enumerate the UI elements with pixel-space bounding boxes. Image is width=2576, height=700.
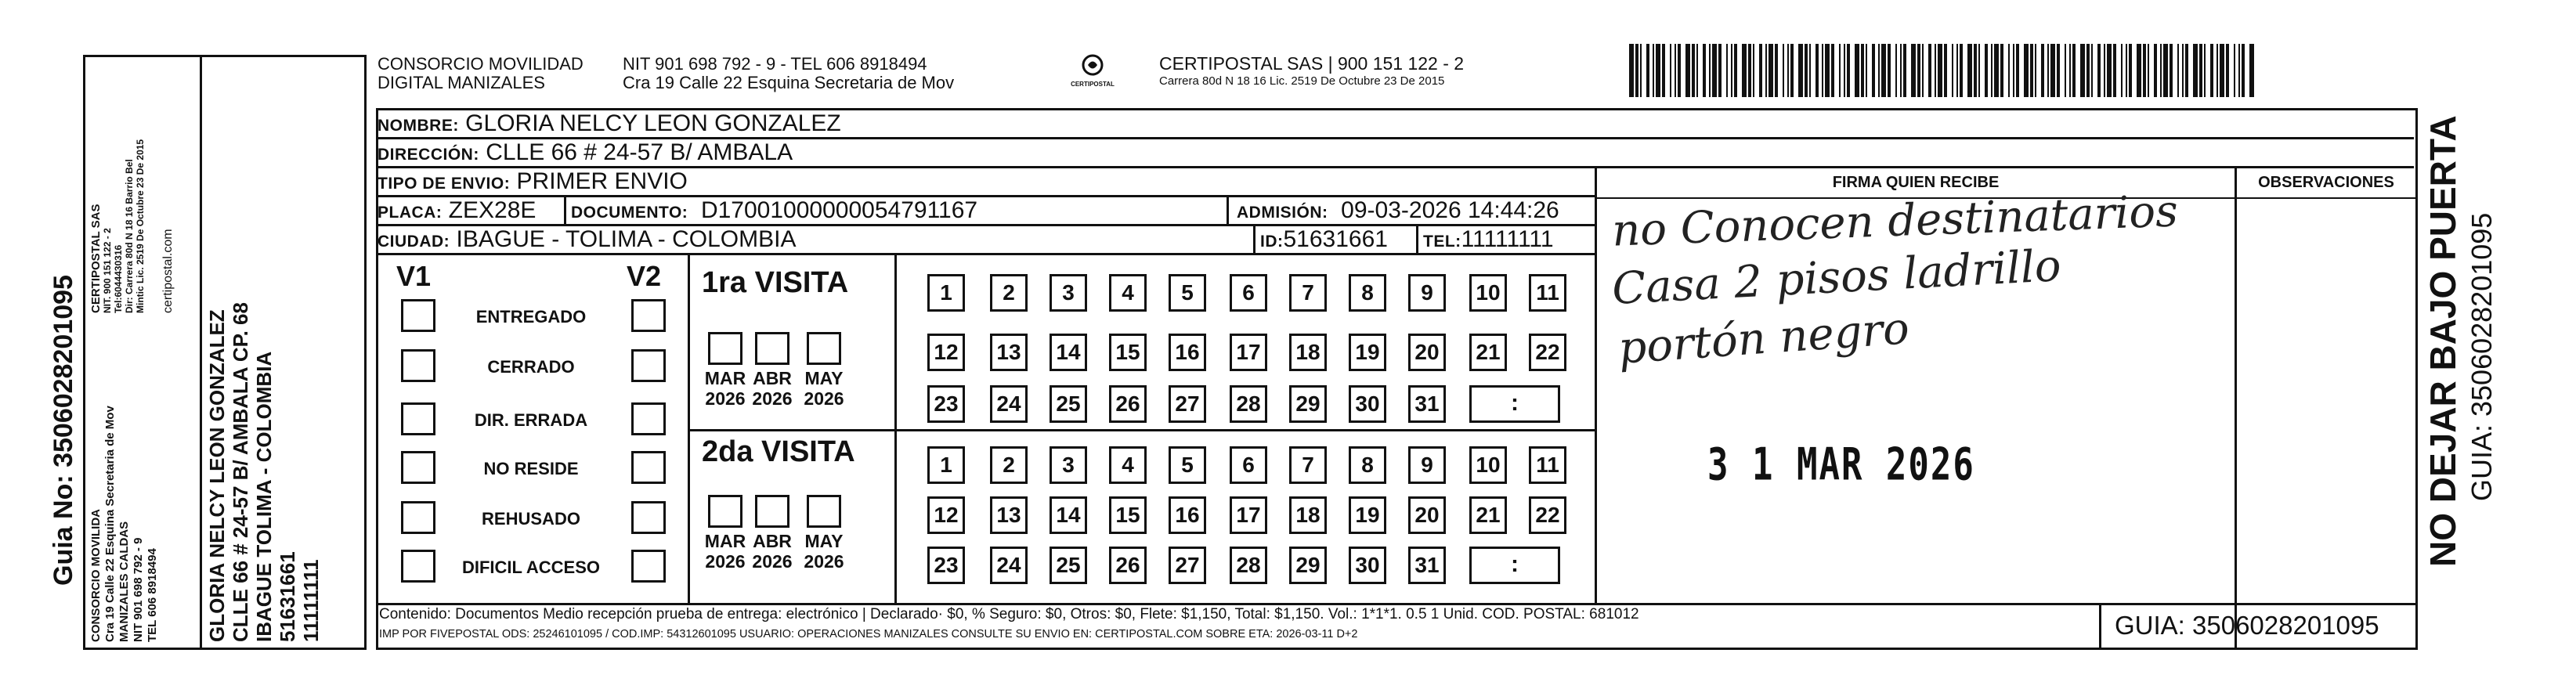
footer-top-line (376, 603, 2418, 605)
status-label: REHUSADO (482, 509, 580, 529)
certipostal-logo-icon (1077, 53, 1108, 77)
second-visit-day-box[interactable]: 18 (1289, 496, 1327, 534)
second-visit-month-checkbox[interactable] (755, 495, 789, 528)
status-label: DIR. ERRADA (474, 410, 588, 430)
second-visit-day-box[interactable]: 15 (1109, 496, 1147, 534)
nombre-row: NOMBRE: GLORIA NELCY LEON GONZALEZ (378, 110, 2414, 139)
second-visit-day-box[interactable]: 16 (1169, 496, 1206, 534)
second-visit-day-box[interactable]: 8 (1349, 446, 1386, 484)
first-visit-day-box[interactable]: 8 (1349, 274, 1386, 312)
v1-label: V1 (396, 260, 432, 292)
v2-checkbox[interactable] (631, 402, 666, 435)
first-visit-month-label: MAR 2026 (704, 368, 746, 409)
first-visit-day-box[interactable]: 14 (1050, 334, 1087, 371)
second-visit-day-box[interactable]: 5 (1169, 446, 1206, 484)
status-label: ENTREGADO (475, 307, 587, 327)
first-visit-day-box[interactable]: 7 (1289, 274, 1327, 312)
second-visit-day-box[interactable]: 26 (1109, 547, 1147, 584)
second-visit-day-box[interactable]: 6 (1230, 446, 1267, 484)
certipostal-logo: CERTIPOSTAL (1065, 53, 1120, 88)
second-visit-day-box[interactable]: 30 (1349, 547, 1386, 584)
first-visit-day-box[interactable]: 31 (1408, 385, 1446, 423)
sender-nit-address: NIT 901 698 792 - 9 - TEL 606 8918494 Cra 19 Calle 22 Esquina Secretaria de Mov (623, 54, 955, 92)
stub-sender-block: CONSORCIO MOVILIDA Cra 19 Calle 22 Esquina Secretaria de Mov MANIZALES CALDAS NIT 901 698 792 - 9 TEL 606 8918494 (89, 406, 159, 642)
first-visit-month-label: MAY 2026 (804, 368, 844, 409)
first-visit-day-box[interactable]: 4 (1109, 274, 1147, 312)
second-visit-month-checkbox[interactable] (807, 495, 841, 528)
signature-divider (1595, 168, 1597, 605)
company-info: CERTIPOSTAL SAS | 900 151 122 - 2 Carrera 80d N 18 16 Lic. 2519 De Octubre 23 De 2015 (1159, 53, 1465, 88)
first-visit-day-box[interactable]: 18 (1289, 334, 1327, 371)
second-visit-time-box[interactable]: : (1469, 547, 1560, 584)
second-visit-day-box[interactable]: 19 (1349, 496, 1386, 534)
visit-separator (688, 429, 1595, 431)
stub-website: certipostal.com (161, 229, 175, 313)
observations-header: OBSERVACIONES (2258, 174, 2394, 191)
second-visit-title: 2da VISITA (702, 435, 855, 468)
second-visit-day-box[interactable]: 2 (990, 446, 1028, 484)
v2-checkbox[interactable] (631, 501, 666, 534)
first-visit-day-box[interactable]: 2 (990, 274, 1028, 312)
second-visit-month-label: MAR 2026 (704, 531, 746, 572)
nombre-value: GLORIA NELCY LEON GONZALEZ (465, 110, 841, 136)
stub-company-block: CERTIPOSTAL SAS NIT. 900 151 122 - 2 Tel:6044430316 Dir: Carrera 80d N 18 16 Barrio Bel Mintic Lic. 2519 De Octubre 23 De 2015 (89, 139, 146, 313)
tipo-value: PRIMER ENVIO (516, 168, 688, 194)
first-visit-day-box[interactable]: 19 (1349, 334, 1386, 371)
tel-value: 11111111 (1461, 226, 1554, 252)
first-visit-day-box[interactable]: 30 (1349, 385, 1386, 423)
first-visit-day-box[interactable]: 23 (927, 385, 965, 423)
first-visit-day-box[interactable]: 3 (1050, 274, 1087, 312)
second-visit-day-box[interactable]: 29 (1289, 547, 1327, 584)
second-visit-day-box[interactable]: 12 (927, 496, 965, 534)
v2-checkbox[interactable] (631, 299, 666, 332)
documento-value: D17001000000054791167 (700, 197, 978, 223)
sender-name: CONSORCIO MOVILIDAD DIGITAL MANIZALES (378, 54, 583, 92)
second-visit-day-box[interactable]: 14 (1050, 496, 1087, 534)
second-visit-day-box[interactable]: 22 (1529, 496, 1566, 534)
second-visit-day-box[interactable]: 31 (1408, 547, 1446, 584)
status-label: CERRADO (487, 357, 575, 377)
footer-print-info: IMP POR FIVEPOSTAL ODS: 25246101095 / COD.IMP: 54312601095 USUARIO: OPERACIONES MANIZALES CONSULTE SU ENVIO EN: CERTIPOSTAL.COM SOBRE ETA: 2026-03-11 D+2 (379, 628, 1358, 640)
admision-value: 09-03-2026 14:44:26 (1341, 197, 1559, 223)
footer-guide-divider (2099, 603, 2101, 650)
tipo-row: TIPO DE ENVIO: PRIMER ENVIO (378, 168, 1595, 197)
second-visit-day-box[interactable]: 23 (927, 547, 965, 584)
date-stamp: 3 1 MAR 2026 (1707, 438, 1975, 491)
first-visit-day-box[interactable]: 9 (1408, 274, 1446, 312)
ciudad-value: IBAGUE - TOLIMA - COLOMBIA (456, 226, 797, 252)
second-visit-day-box[interactable]: 24 (990, 547, 1028, 584)
id-value: 51631661 (1283, 226, 1388, 252)
first-visit-day-box[interactable]: 10 (1469, 274, 1507, 312)
second-visit-day-box[interactable]: 28 (1230, 547, 1267, 584)
status-label: DIFICIL ACCESO (461, 557, 600, 577)
second-visit-month-label: ABR 2026 (752, 531, 793, 572)
first-visit-month-checkbox[interactable] (755, 332, 789, 365)
footer-guide-number: GUIA: 3506028201095 (2115, 611, 2379, 640)
ciudad-row: CIUDAD: IBAGUE - TOLIMA - COLOMBIA ID:51631661 TEL:11111111 (378, 226, 1595, 255)
stub-recipient-block: GLORIA NELCY LEON GONZALEZ CLLE 66 # 24-57 B/ AMBALA CP. 68 IBAGUE TOLIMA - COLOMBIA 51631661 11111111 (205, 302, 323, 642)
second-visit-day-box[interactable]: 3 (1050, 446, 1087, 484)
guide-number-vertical: Guia No: 3506028201095 (49, 275, 78, 586)
second-visit-day-box[interactable]: 7 (1289, 446, 1327, 484)
first-visit-month-checkbox[interactable] (807, 332, 841, 365)
handwritten-note-line-1: no Conocen destinatarios (1611, 186, 2179, 257)
first-visit-day-box[interactable]: 27 (1169, 385, 1206, 423)
footer-contents: Contenido: Documentos Medio recepción prueba de entrega: electrónico | Declarado· $0, % Seguro: $0, Otros: $0, Flete: $1,150, Total: $1,150. Vol.: 1*1*1. 0.5 1 Unid. COD. POSTAL: 681012 (379, 606, 1639, 622)
first-visit-time-box[interactable]: : (1469, 385, 1560, 423)
first-visit-day-box[interactable]: 5 (1169, 274, 1206, 312)
first-visit-day-box[interactable]: 29 (1289, 385, 1327, 423)
first-visit-title: 1ra VISITA (702, 266, 849, 299)
second-visit-day-box[interactable]: 25 (1050, 547, 1087, 584)
first-visit-day-box[interactable]: 6 (1230, 274, 1267, 312)
second-visit-day-box[interactable]: 21 (1469, 496, 1507, 534)
signature-header: FIRMA QUIEN RECIBE (1832, 174, 2000, 191)
handwritten-note-line-3: portón negro (1617, 303, 1911, 374)
status-label: NO RESIDE (483, 459, 579, 478)
stub-divider (200, 55, 202, 650)
first-visit-day-box[interactable]: 20 (1408, 334, 1446, 371)
second-visit-day-box[interactable]: 10 (1469, 446, 1507, 484)
first-visit-day-box[interactable]: 26 (1109, 385, 1147, 423)
first-visit-day-box[interactable]: 24 (990, 385, 1028, 423)
second-visit-day-box[interactable]: 9 (1408, 446, 1446, 484)
first-visit-day-box[interactable]: 17 (1230, 334, 1267, 371)
direccion-value: CLLE 66 # 24-57 B/ AMBALA (486, 139, 793, 165)
first-visit-day-box[interactable]: 16 (1169, 334, 1206, 371)
second-visit-day-box[interactable]: 13 (990, 496, 1028, 534)
second-visit-day-box[interactable]: 20 (1408, 496, 1446, 534)
barcode (1629, 44, 2263, 97)
first-visit-month-checkbox[interactable] (708, 332, 742, 365)
observations-divider (2235, 168, 2237, 650)
first-visit-day-box[interactable]: 13 (990, 334, 1028, 371)
second-visit-day-box[interactable]: 17 (1230, 496, 1267, 534)
placa-row: PLACA: ZEX28E DOCUMENTO: D17001000000054791167 ADMISIÓN: 09-03-2026 14:44:26 (378, 197, 1595, 226)
first-visit-day-box[interactable]: 12 (927, 334, 965, 371)
v2-checkbox[interactable] (631, 349, 666, 382)
second-visit-day-box[interactable]: 4 (1109, 446, 1147, 484)
placa-value: ZEX28E (448, 197, 537, 223)
v2-checkbox[interactable] (631, 451, 666, 484)
handwritten-note-line-2: Casa 2 pisos ladrillo (1610, 240, 2063, 315)
first-visit-day-box[interactable]: 11 (1529, 274, 1566, 312)
first-visit-day-box[interactable]: 15 (1109, 334, 1147, 371)
side-guide-number: GUIA: 3506028201095 (2466, 212, 2498, 501)
first-visit-day-box[interactable]: 21 (1469, 334, 1507, 371)
second-visit-day-box[interactable]: 27 (1169, 547, 1206, 584)
second-visit-day-box[interactable]: 1 (927, 446, 965, 484)
v2-checkbox[interactable] (631, 550, 666, 583)
second-visit-month-label: MAY 2026 (804, 531, 844, 572)
no-dejar-bajo-puerta-warning: NO DEJAR BAJO PUERTA (2422, 115, 2463, 567)
first-visit-day-box[interactable]: 25 (1050, 385, 1087, 423)
second-visit-day-box[interactable]: 11 (1529, 446, 1566, 484)
first-visit-month-label: ABR 2026 (752, 368, 793, 409)
v2-label: V2 (627, 260, 662, 292)
first-visit-day-box[interactable]: 22 (1529, 334, 1566, 371)
first-visit-day-box[interactable]: 28 (1230, 385, 1267, 423)
second-visit-month-checkbox[interactable] (708, 495, 742, 528)
direccion-row: DIRECCIÓN: CLLE 66 # 24-57 B/ AMBALA (378, 139, 2414, 168)
first-visit-day-box[interactable]: 1 (927, 274, 965, 312)
